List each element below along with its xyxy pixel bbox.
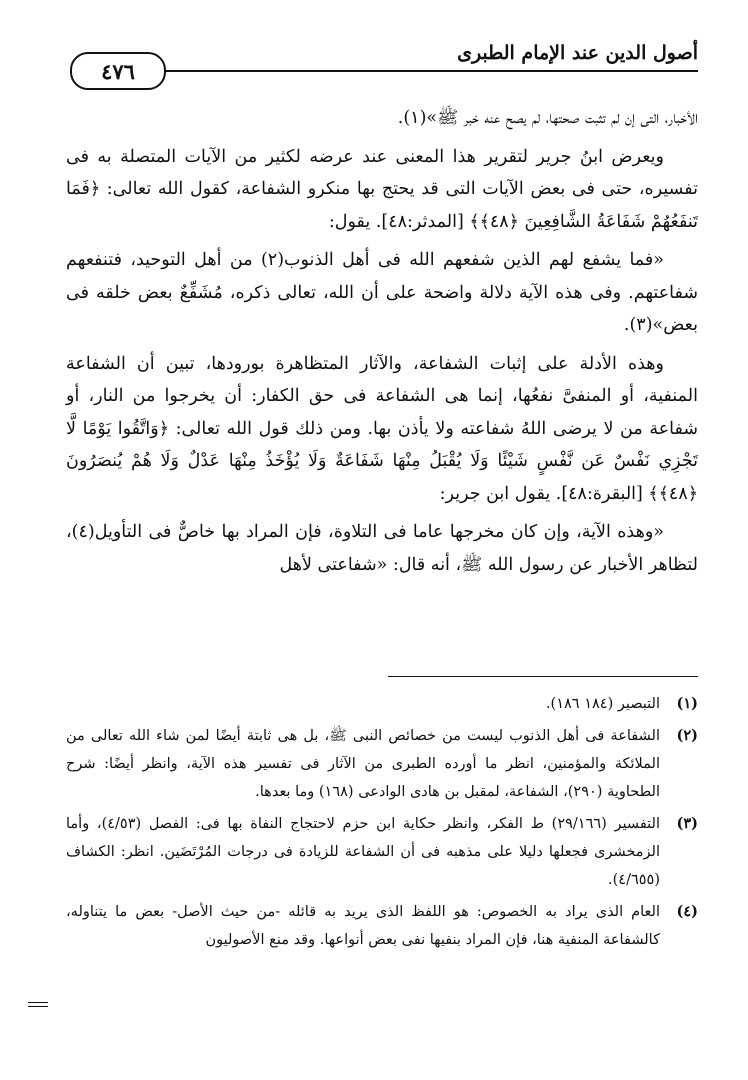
- paragraph-2: ويعرض ابنُ جرير لتقرير هذا المعنى عند عرضه لكثير من الآيات المتصلة به فى تفسيره، حتى فى بعض الآيات التى قد يحتج بها منكرو الشفاعة، كقول الله تعالى: ﴿فَمَا تَنفَعُهُمْ شَفَاعَةُ الشَّافِعِينَ ﴿٤٨﴾﴾ [المدثر:٤٨]. يقول:: [66, 146, 698, 232]
- footnote: [66, 722, 698, 806]
- footnote-number: (٤): [676, 903, 698, 920]
- continuation-mark: [28, 1002, 48, 1003]
- running-title: أصول الدين عند الإمام الطبرى: [457, 42, 698, 64]
- footnote-number: (٢): [676, 727, 698, 744]
- footnote-text: التبصير (١٨٤ ١٨٦).: [545, 696, 660, 712]
- footnote-text: الشفاعة فى أهل الذنوب ليست من خصائص النبى ﷺ، بل هى ثابتة أيضًا لمن شاء الله تعالى من الملائكة والمؤمنين، انظر ما أورده الطبرى من الآثار فى تفسير هذه الآية، وانظر أيضًا: شرح الطحاوية (٢٩٠)، الشفاعة، لمقبل بن هادى الوادعى (١٦٨) وما بعدها.: [66, 728, 660, 800]
- footnote-text: التفسير (٢٩/١٦٦) ط الفكر، وانظر حكاية ابن حزم لاحتجاج النفاة بها فى: الفصل (٤/٥٣)، وأما الزمخشرى فجعلها دليلا على مذهبه فى أن الشفاعة للزيادة فى درجات المُرْتَضَين. انظر: الكشاف (٤/٦٥٥).: [66, 816, 660, 888]
- footnote: [66, 810, 698, 894]
- footnotes: [66, 690, 698, 958]
- paragraph-5: «وهذه الآية، وإن كان مخرجها عاما فى التلاوة، فإن المراد بها خاصٌّ فى التأويل(٤)، لتظاهر الأخبار عن رسول الله ﷺ، أنه قال: «شفاعتى لأهل: [66, 522, 698, 575]
- footnote-number: (١): [676, 695, 698, 712]
- main-text: [66, 102, 698, 587]
- footnote: [66, 898, 698, 954]
- footnote: [66, 690, 698, 718]
- page-header: [70, 40, 698, 84]
- paragraph-1: الأخبار، التى إن لم تثبت صحتها، لم يصح عنه خبر ﷺ»(١).: [397, 108, 698, 128]
- paragraph-3: «فما يشفع لهم الذين شفعهم الله فى أهل الذنوب(٢) من أهل التوحيد، فتنفعهم شفاعتهم. وفى هذه الآية دلالة واضحة على أن الله، تعالى ذكره، مُشَفِّعٌ بعض خلقه فى بعض»(٣).: [66, 250, 698, 335]
- footnote-text: العام الذى يراد به الخصوص: هو اللفظ الذى يريد به قائله -من حيث الأصل- بعض ما يتناوله، كالشفاعة المنفية هنا، فإن المراد بنفيها نفى بعض أنواعها. وقد منع الأصوليون: [66, 904, 660, 948]
- footnote-number: (٣): [676, 815, 698, 832]
- paragraph-4: وهذه الأدلة على إثبات الشفاعة، والآثار المتظاهرة بورودها، تبين أن الشفاعة المنفية، أو المنفىَّ نفعُها، إنما هى الشفاعة فى حق الكفار: أن يخرجوا من النار، أو شفاعة من لا يرضى اللهُ شفاعته ولا يأذن بها. ومن ذلك قول الله تعالى: ﴿وَاتَّقُوا يَوْمًا لَّا تَجْزِي نَفْسٌ عَن نَّفْسٍ شَيْئًا وَلَا يُقْبَلُ مِنْهَا شَفَاعَةٌ وَلَا يُؤْخَذُ مِنْهَا عَدْلٌ وَلَا هُمْ يُنصَرُونَ ﴿٤٨﴾﴾ [البقرة:٤٨]. يقول ابن جرير:: [66, 353, 698, 504]
- page-number: ٤٧٦: [70, 52, 166, 90]
- footnote-divider: [388, 676, 698, 677]
